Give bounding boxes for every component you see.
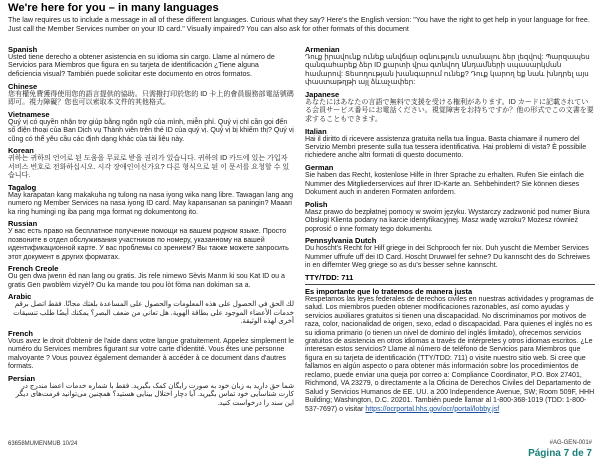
section-body: Դուք իրավունք ունեք անվճար օգնություն ստանալու ձեր լեզվով: Պարզապես զանգահարեք ձեր ID քարտի վրա գտնվող Անդամների սպասարկման համարով: Տեսողության խանգարում ունեք? Դուք կարող եք նաև խնդրել այս փաստաթղթի այլ ձևաչափեր: [305, 54, 590, 87]
footer-document-code: 63658MUMENMUB 10/24 [8, 441, 78, 447]
section-body: Quý vị có quyền nhận trợ giúp bằng ngôn ngữ của mình, miễn phí. Quý vị chỉ cần gọi đến số điện thoại của Ban Dịch vụ Thành viên trên thẻ ID của quý vị. Quý vị bị khiếm thị? Quý vị cũng có thể yêu cầu các định dạng khác của tài liệu này. [8, 118, 294, 143]
section-heading: Russian [8, 219, 38, 229]
language-section-russian [8, 219, 294, 262]
section-heading: Polish [305, 199, 328, 209]
section-body: У вас есть право на бесплатное получение помощи на вашем родном языке. Просто позвоните в отдел обслуживания участников по номеру, указанному на вашей идентификационной карте. У вас проблемы со зрением? Вы также можете запросить этот документ в других форматах. [8, 228, 289, 261]
right-column [305, 45, 595, 414]
language-section-german [305, 163, 595, 197]
section-body: Sie haben das Recht, kostenlose Hilfe in Ihrer Sprache zu erhalten. Rufen Sie einfach die Nummer des Mitgliederservices auf Ihrer ID-Karte an. Sehbehindert? Sie können dieses Dokument auch in anderen Formaten anfordern. [305, 172, 584, 196]
section-heading: Korean [8, 146, 34, 156]
section-heading: French Creole [8, 264, 59, 274]
section-body: Ou gen dwa jwenn èd nan lang ou gratis. Jis rele nimewo Sèvis Manm ki sou Kat ID ou a gratis Gen pwoblèm vizyèl? Ou ka mande tou pou lòt fòma nan dokiman sa a. [8, 273, 285, 289]
nondiscrimination-heading: Es importante que lo tratemos de manera justa [305, 286, 473, 296]
section-body: Hai il diritto di ricevere assistenza gratuita nella tua lingua. Basta chiamare il numero del Servizio Membri presente sulla tua tessera identificativa. Hai problemi di vista? È possibile richiedere anche altri formati di questo documento. [305, 135, 587, 160]
footer-form-code: #AG-GEN-001# [549, 440, 592, 446]
section-heading: Persian [8, 373, 36, 383]
language-section-pennsylvania-dutch [305, 236, 595, 270]
section-heading: Japanese [305, 90, 340, 99]
section-heading: Italian [305, 126, 327, 136]
ocr-portal-link[interactable]: https://ocrportal.hhs.gov/ocr/portal/lobby.jsf [365, 405, 500, 413]
language-section-japanese [305, 90, 595, 124]
section-heading: Pennsylvania Dutch [305, 236, 377, 246]
language-section-korean [8, 146, 294, 180]
section-heading: Arabic [8, 292, 32, 302]
page-title: We're here for you – in many languages [8, 2, 219, 14]
section-heading: German [305, 163, 334, 173]
language-section-armenian [305, 45, 595, 88]
section-body: Masz prawo do bezpłatnej pomocy w swoim języku. Wystarczy zadzwonić pod numer Biura Obsługi Klienta podany na karcie identyfikacyjnej. Masz wadę wzroku? Możesz również poprosić o inne formaty tego dokumentu. [305, 208, 590, 233]
section-divider [305, 284, 595, 285]
language-section-polish [305, 200, 595, 234]
section-heading: Tagalog [8, 182, 37, 192]
section-body: Du hoscht's Recht for Hilf griege in dei Schprooch fer nix. Duh yuscht die Member Services Nummer uffrufe uff dei ID Card. Hoscht Druwwel fer sehne? Du kannscht des do Schreiwes in en differnter Weg griege so as du's besser sehne kannscht. [305, 245, 590, 270]
nondiscrimination-body [305, 296, 595, 414]
section-body: شما حق دارید به زبان خود به صورت رایگان کمک بگیرید. فقط با شماره خدمات اعضا مندرج در کارت شناسایی خود تماس بگیرید. آیا دچار اختلال بینایی هستید؟ همچنین می‌توانید فرمت‌های دیگر این سند را درخواست کنید. [15, 382, 294, 407]
section-body: あなたにはあなたの言語で無料で支援を受ける権利があります。ID カードに記載されている会員サービス番号にお電話ください。視覚障害をお持ちですか？他の形式でこの文書を要求することもできます。 [305, 99, 594, 123]
language-section-spanish [8, 45, 294, 79]
left-column [8, 45, 294, 410]
section-heading: Spanish [8, 45, 38, 54]
intro-paragraph: The law requires us to include a message in all of these different languages. Curious what they say? Here's the English version: "You have the right to get help in your language for free. Just call the Member Services number on your ID card." Visually impaired? You can also ask for other formats of this document [8, 16, 590, 33]
language-section-arabic [8, 292, 294, 326]
section-body: Usted tiene derecho a obtener asistencia en su idioma sin cargo. Llame al número de Servicios para Miembros que figura en su tarjeta de identificación ¿Tiene alguna deficiencia visual? También puede solicitar este documento en otros formatos. [8, 54, 275, 78]
section-body: Vous avez le droit d'obtenir de l'aide dans votre langue gratuitement. Appelez simplement le numéro du Services membres figurant sur votre carte d'identité. Vous êtes une personne malvoyante ? Vous pouvez également demander à accéder à ce document dans d'autres formats. [8, 337, 294, 371]
nondiscrimination-text: Respetamos las leyes federales de derechos civiles en nuestras actividades y programas de salud. Los miembros pueden obtener modificaciones razonables, así como ayudas y servicios auxiliares gratuitos si tienen una discapacidad. No discriminamos por motivos de raza, color, nacionalidad de origen, sexo, edad o discapacidad. Para quienes el inglés no es su idioma primario (o tienen un nivel de dominio del inglés limitado), ofrecemos servicios gratuitos de asistencia en otros idiomas a través de intérpretes y otros idiomas escritos. ¿Le interesan estos servicios? Llame al número de teléfono de Servicios para Miembros que figura en su tarjeta de identificación (TTY/TDD: 711) o visite nuestro sitio web. Si cree que fallamos en algún aspecto o para obtener más información sobre los procedimientos de reclamo, puede enviar una queja por correo a: Compliance Coordinator, P.O. Box 27401, Richmond, VA 23279, o directamente a la Oficina de Derechos Civiles del Departamento de Salud y Servicios Humanos de EE. UU. a 200 Independence Avenue, SW; Room 509F, HHH Building; Washington, D.C. 20201. También puede llamar al 1-800-368-1019 (TDD: 1-800-537-7697) o visitar [305, 295, 595, 413]
language-section-italian [305, 127, 595, 161]
language-section-chinese [8, 82, 294, 108]
section-body: 귀하는 귀하의 언어로 된 도움을 무료로 받을 권리가 있습니다. 귀하의 ID 카드에 있는 가입자 서비스 번호로 전화하십시오. 시각 장애인이신가요? 다른 형식으로 된 이 문서를 요청할 수 있습니다. [8, 155, 290, 180]
section-body: 您有權免費獲得使用您的語言提供的協助。只需撥打印於您的 ID 卡上的會員服務部電話號碼即可。視力障礙？您也可以索取本文件的其他格式。 [8, 90, 294, 106]
language-section-tagalog [8, 183, 294, 217]
tty-number: TTY/TDD: 711 [305, 272, 354, 282]
language-section-vietnamese [8, 110, 294, 144]
language-section-french [8, 329, 294, 372]
language-section-french-creole [8, 264, 294, 290]
section-heading: French [8, 328, 34, 338]
language-section-persian [8, 374, 294, 408]
section-heading: Chinese [8, 81, 38, 91]
section-body: لك الحق في الحصول على هذه المعلومات والحصول على المساعدة بلغتك مجانًا. فقط اتصل برقم خدمات الأعضاء الموجود على بطاقة الهوية. هل تعاني من ضعف البصر؟ يمكنك أيضًا طلب تنسيقات أخرى لهذه الوثيقة. [13, 301, 294, 326]
section-heading: Vietnamese [8, 109, 50, 119]
section-body: May karapatan kang makakuha ng tulong na nasa iyong wika nang libre. Tawagan lang ang numero ng Member Services na nasa iyong ID card. May kapansanan sa paningin? Maaari ka ring humingi ng iba pang mga format ng dokumentong ito. [8, 191, 294, 216]
section-heading: Armenian [305, 45, 340, 54]
page-number: Página 7 de 7 [528, 448, 592, 459]
